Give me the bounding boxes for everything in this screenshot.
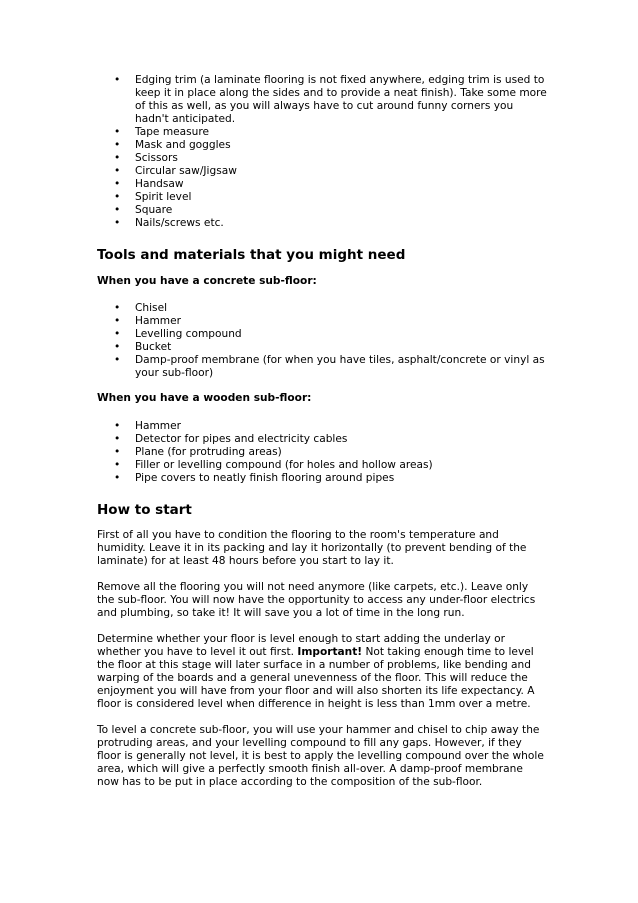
document-page: [97, 74, 547, 789]
list-item: • Nails/screws etc.: [114, 217, 224, 229]
bullet: •: [114, 191, 121, 203]
bullet: •: [114, 341, 121, 353]
bullet: •: [114, 178, 121, 190]
paragraph-level-concrete: To level a concrete sub-floor, you will use your hammer and chisel to chip away the protruding areas, and your levelling compound to fill any gaps. However, if they floor is generally not level, it is best to apply the levelling compound over the whole area, which will give a perfectly smooth finish all-over. A damp-proof membrane now has to be put in place according to the composition of the sub-floor.: [97, 724, 544, 788]
list-item: • Pipe covers to neatly finish flooring around pipes: [114, 472, 395, 484]
list-item: • Bucket: [114, 341, 172, 353]
concrete-tools-list: [97, 302, 547, 380]
subheading-concrete: When you have a concrete sub-floor:: [97, 275, 317, 287]
list-item: • Mask and goggles: [114, 139, 231, 151]
bullet: •: [114, 459, 121, 471]
list-item: • Edging trim (a laminate flooring is not fixed anywhere, edging trim is used to keep it in place along the sides and to provide a neat finish). Take some more of this as well, as you will always have to cut around funny corners you hadn't anticipated.: [114, 74, 547, 125]
paragraph-remove-flooring: Remove all the flooring you will not need anymore (like carpets, etc.). Leave only the sub-floor. You will now have the opportunity to access any under-floor electrics and plumbing, so take it! It will save you a lot of time in the long run.: [97, 581, 536, 619]
bullet: •: [114, 139, 121, 151]
bullet: •: [114, 433, 121, 445]
list-item: • Plane (for protruding areas): [114, 446, 282, 458]
list-item: • Levelling compound: [114, 328, 242, 340]
list-item: • Spirit level: [114, 191, 192, 203]
important-label: Important!: [297, 646, 363, 658]
list-item: • Circular saw/Jigsaw: [114, 165, 237, 177]
list-item: • Tape measure: [114, 126, 210, 138]
list-item: • Filler or levelling compound (for holes and hollow areas): [114, 459, 433, 471]
list-item: • Square: [114, 204, 173, 216]
bullet: •: [114, 204, 121, 216]
list-item: • Chisel: [114, 302, 168, 314]
paragraph-level-check: Determine whether your floor is level enough to start adding the underlay or whether you have to level it out first. Important! Not taking enough time to level the floor at this stage will later surface in a number of problems, like bending and warping of the boards and a general unevenness of the floor. This will reduce the enjoyment you will have from your floor and will also shorten its life expectancy. A floor is considered level when difference in height is less than 1mm over a metre.: [97, 633, 535, 710]
section-heading-how-to-start: How to start: [97, 502, 192, 518]
bullet: •: [114, 302, 121, 314]
bullet: •: [114, 328, 121, 340]
bullet: •: [114, 217, 121, 229]
paragraph-conditioning: First of all you have to condition the flooring to the room's temperature and humidity. Leave it in its packing and lay it horizontally (to prevent bending of the laminate) for at least 48 hours before you start to lay it.: [97, 529, 527, 567]
bullet: •: [114, 126, 121, 138]
bullet: •: [114, 354, 121, 366]
bullet: •: [114, 165, 121, 177]
bullet: •: [114, 472, 121, 484]
bullet: •: [114, 446, 121, 458]
list-item: • Detector for pipes and electricity cables: [114, 433, 348, 445]
bullet: •: [114, 152, 121, 164]
list-item: • Damp-proof membrane (for when you have tiles, asphalt/concrete or vinyl as your sub-floor): [114, 354, 545, 379]
list-item: • Hammer: [114, 420, 181, 432]
list-item: • Scissors: [114, 152, 178, 164]
bullet: •: [114, 74, 121, 86]
wooden-tools-list: [97, 420, 547, 485]
bullet: •: [114, 315, 121, 327]
subheading-wooden: When you have a wooden sub-floor:: [97, 392, 312, 404]
materials-list: [97, 74, 547, 230]
list-item: • Handsaw: [114, 178, 184, 190]
list-item: • Hammer: [114, 315, 181, 327]
section-heading-tools: Tools and materials that you might need: [97, 247, 406, 263]
bullet: •: [114, 420, 121, 432]
